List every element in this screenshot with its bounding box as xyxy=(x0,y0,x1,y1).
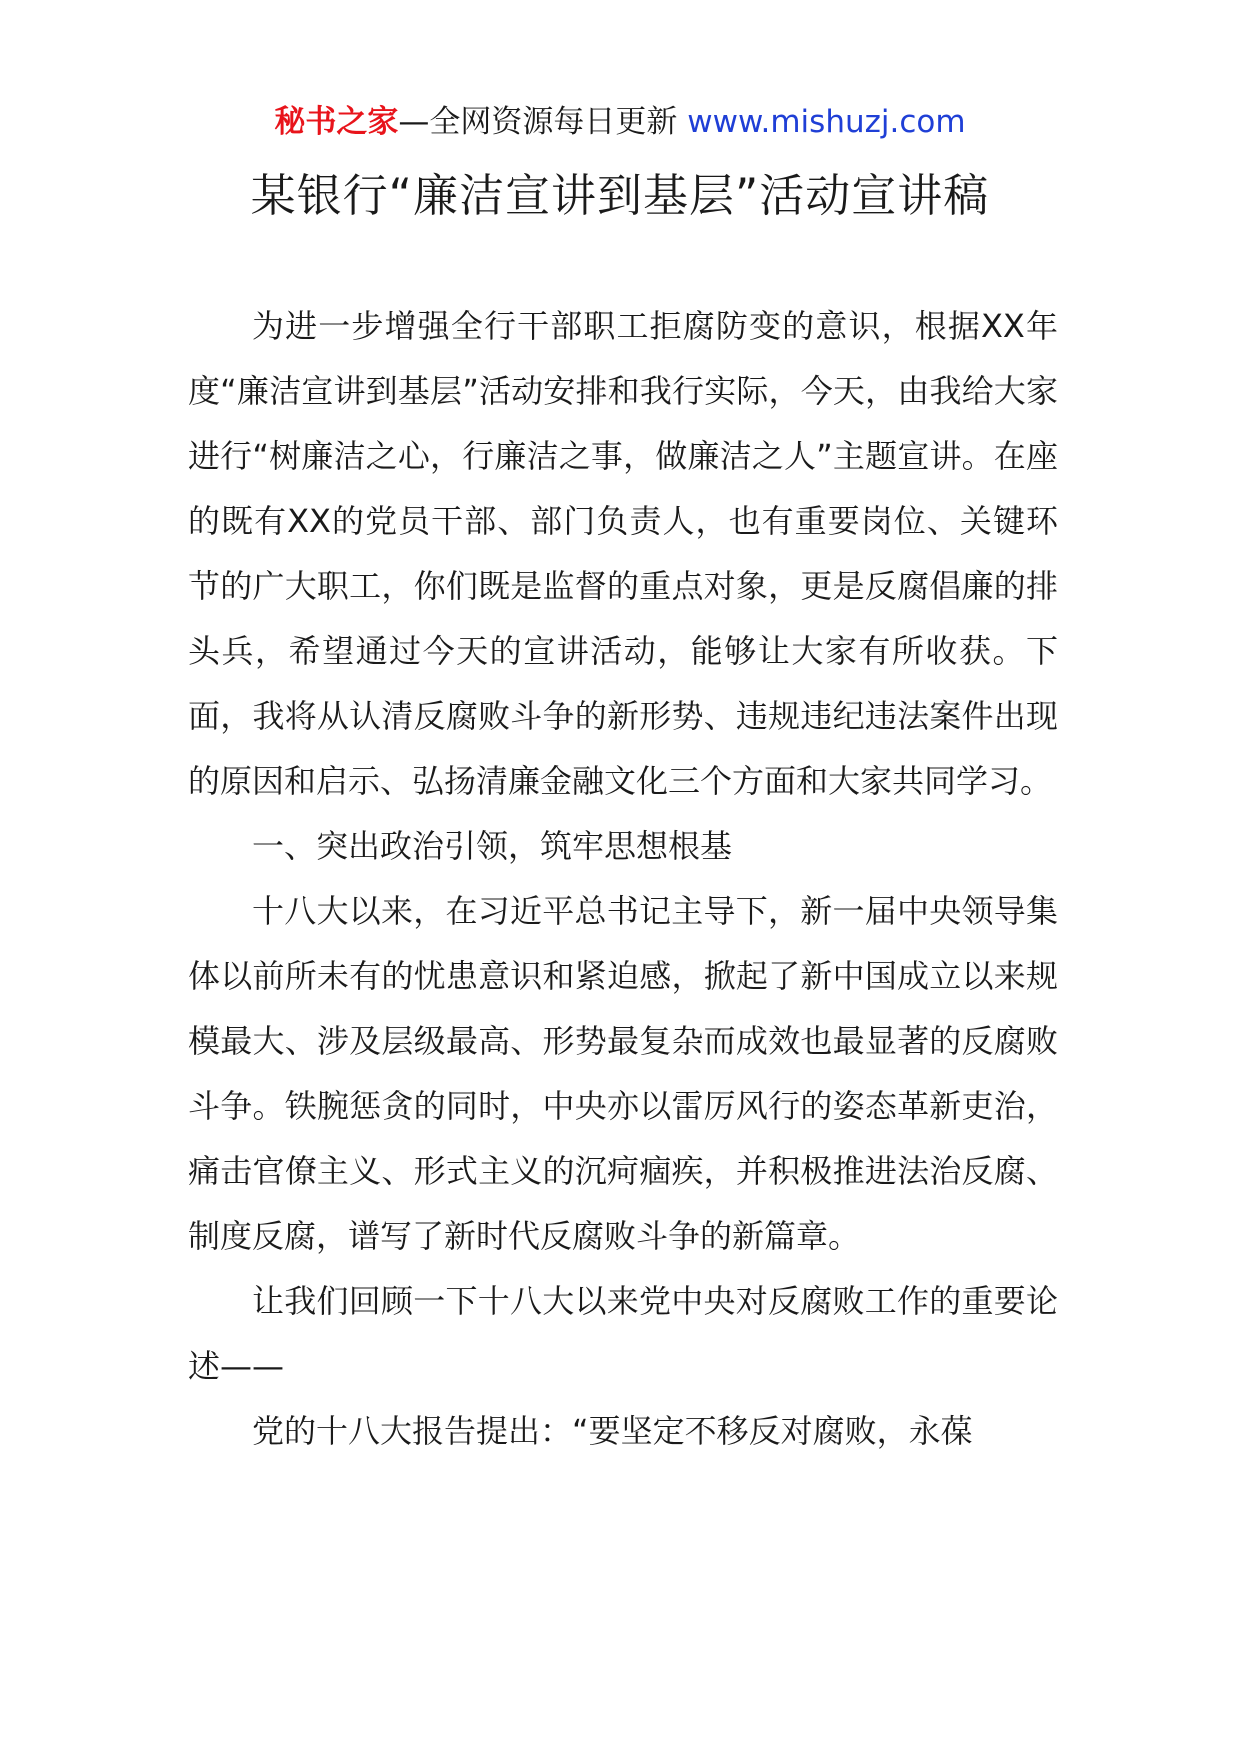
site-header xyxy=(0,100,1240,144)
paragraph-background: 十八大以来，在习近平总书记主导下，新一届中央领导集体以前所未有的忧患意识和紧迫感，掀起了新中国成立以来规模最大、涉及层级最高、形势最复杂而成效也最显著的反腐败斗争。铁腕惩贪的同时，中央亦以雷厉风行的姿态革新吏治，痛击官僚主义、形式主义的沉疴痼疾，并积极推进法治反腐、制度反腐，谱写了新时代反腐败斗争的新篇章。 xyxy=(188,892,1058,1255)
site-url-link[interactable]: www.mishuzj.com xyxy=(687,104,966,140)
section-heading: 一、突出政治引领，筑牢思想根基 xyxy=(252,827,733,865)
document-body xyxy=(188,294,1058,1464)
site-slogan: —全网资源每日更新 xyxy=(398,104,678,140)
paragraph-intro: 为进一步增强全行干部职工拒腐防变的意识，根据XX年度“廉洁宣讲到基层”活动安排和我行实际，今天，由我给大家进行“树廉洁之心，行廉洁之事，做廉洁之人”主题宣讲。在座的既有XX的党员干部、部门负责人，也有重要岗位、关键环节的广大职工，你们既是监督的重点对象，更是反腐倡廉的排头兵，希望通过今天的宣讲活动，能够让大家有所收获。下面，我将从认清反腐败斗争的新形势、违规违纪违法案件出现的原因和启示、弘扬清廉金融文化三个方面和大家共同学习。 xyxy=(188,307,1058,800)
document-title: 某银行“廉洁宣讲到基层”活动宣讲稿 xyxy=(250,169,990,222)
brand-name: 秘书之家 xyxy=(274,104,399,140)
paragraph-quote: 党的十八大报告提出：“要坚定不移反对腐败，永葆 xyxy=(252,1412,973,1450)
paragraph-review: 让我们回顾一下十八大以来党中央对反腐败工作的重要论述—— xyxy=(188,1282,1058,1385)
